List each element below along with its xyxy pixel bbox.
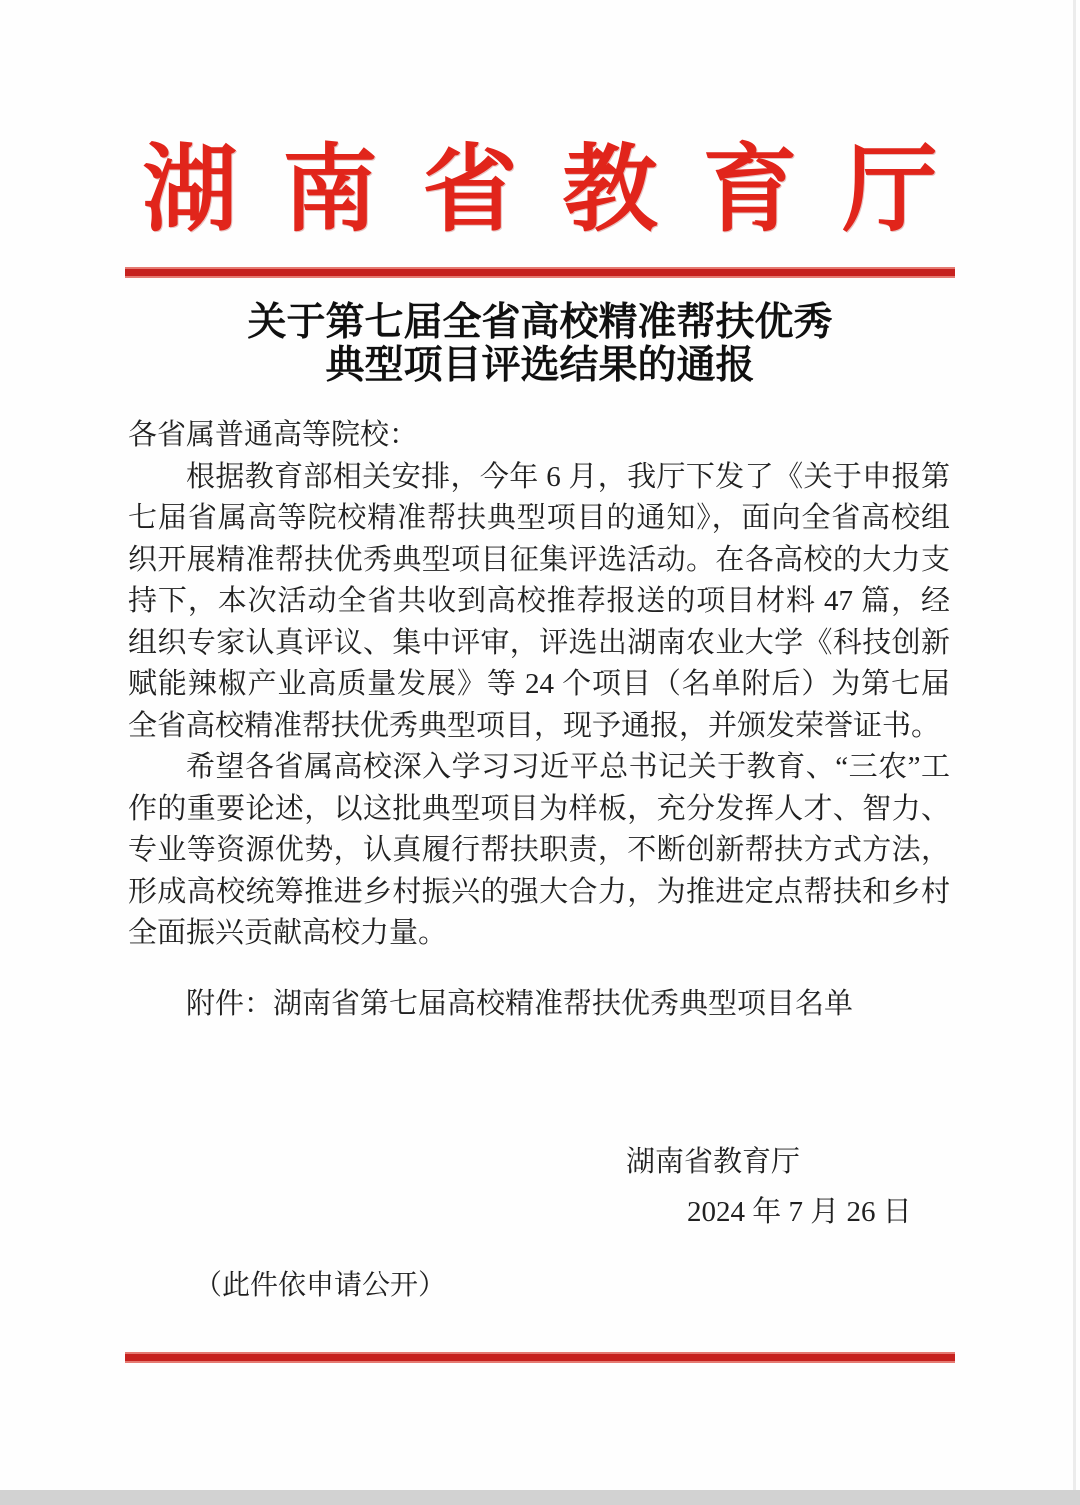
- document-body: [128, 415, 950, 955]
- letterhead-agency-title: 湖南省教育厅: [142, 137, 983, 243]
- signature-agency: 湖南省教育厅: [626, 1146, 801, 1178]
- letterhead-divider-rule: [125, 267, 955, 278]
- footer-divider-rule: [125, 1352, 955, 1363]
- body-paragraph-2: 希望各省属高校深入学习习近平总书记关于教育、“三农”工作的重要论述，以这批典型项目为样板，充分发挥人才、智力、专业等资源优势，认真履行帮扶职责，不断创新帮扶方式方法，形成高校统筹推进乡村振兴的强大合力，为推进定点帮扶和乡村全面振兴贡献高校力量。: [128, 751, 950, 949]
- body-paragraph-1: 根据教育部相关安排，今年 6 月，我厅下发了《关于申报第七届省属高等院校精准帮扶典型项目的通知》，面向全省高校组织开展精准帮扶优秀典型项目征集评选活动。在各高校的大力支持下，本次活动全省共收到高校推荐报送的项目材料 47 篇，经组织专家认真评议、集中评审，评选出湖南农业大学《科技创新赋能辣椒产业高质量发展》等 24 个项目（名单附后）为第七届全省高校精准帮扶优秀典型项目，现予通报，并颁发荣誉证书。: [128, 460, 950, 742]
- document-title-line1: 关于第七届全省高校精准帮扶优秀: [247, 301, 833, 344]
- document-title-line2: 典型项目评选结果的通报: [325, 344, 755, 387]
- document-title: [0, 301, 1080, 387]
- disclosure-note: （此件依申请公开）: [194, 1270, 447, 1301]
- screenshot-bottom-bar: [0, 1490, 1080, 1505]
- attachment-reference: 附件：湖南省第七届高校精准帮扶优秀典型项目名单: [186, 988, 854, 1020]
- salutation: 各省属普通高等院校：: [128, 419, 419, 451]
- signature-date: 2024 年 7 月 26 日: [687, 1196, 912, 1228]
